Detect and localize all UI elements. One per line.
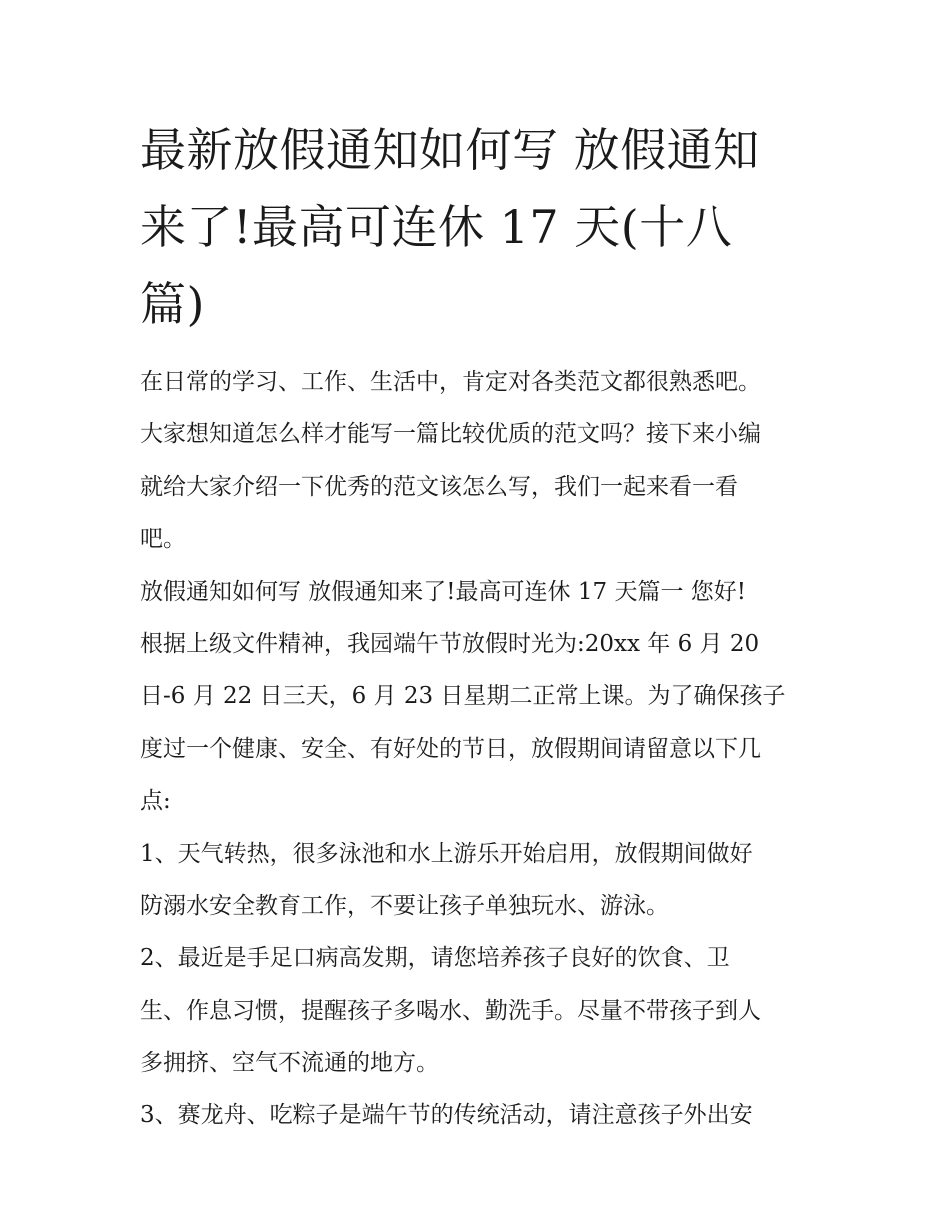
list-item-line: 2、最近是手足口病高发期，请您培养孩子良好的饮食、卫 xyxy=(140,945,730,972)
list-item-line: 3、赛龙舟、吃粽子是端午节的传统活动，请注意孩子外出安 xyxy=(140,1102,753,1129)
list-item-line: 生、作息习惯，提醒孩子多喝水、勤洗手。尽量不带孩子到人 xyxy=(140,997,761,1024)
intro-line: 就给大家介绍一下优秀的范文该怎么写，我们一起来看一看 xyxy=(140,473,738,500)
list-item-line: 防溺水安全教育工作，不要让孩子单独玩水、游泳。 xyxy=(140,892,669,919)
intro-line: 大家想知道怎么样才能写一篇比较优质的范文吗？接下来小编 xyxy=(140,421,761,448)
notice-line: 日-6 月 22 日三天，6 月 23 日星期二正常上课。为了确保孩子 xyxy=(140,683,786,710)
title-line: 来了!最高可连休 17 天(十八 xyxy=(140,200,733,254)
notice-line: 根据上级文件精神，我园端午节放假时光为:20xx 年 6 月 20 xyxy=(140,630,760,657)
intro-line: 吧。 xyxy=(140,526,186,553)
list-item-line: 1、天气转热，很多泳池和水上游乐开始启用，放假期间做好 xyxy=(140,840,753,867)
title-line: 篇) xyxy=(140,277,205,331)
document-body xyxy=(140,356,830,1142)
section-heading-line: 放假通知如何写 放假通知来了!最高可连休 17 天篇一 您好! xyxy=(140,578,746,605)
notice-line: 度过一个健康、安全、有好处的节日，放假期间请留意以下几 xyxy=(140,735,761,762)
list-item-line: 多拥挤、空气不流通的地方。 xyxy=(140,1050,439,1077)
page-title xyxy=(140,112,820,343)
intro-line: 在日常的学习、工作、生活中，肯定对各类范文都很熟悉吧。 xyxy=(140,369,761,395)
title-line: 最新放假通知如何写 放假通知 xyxy=(140,123,760,177)
notice-line: 点: xyxy=(140,788,171,815)
